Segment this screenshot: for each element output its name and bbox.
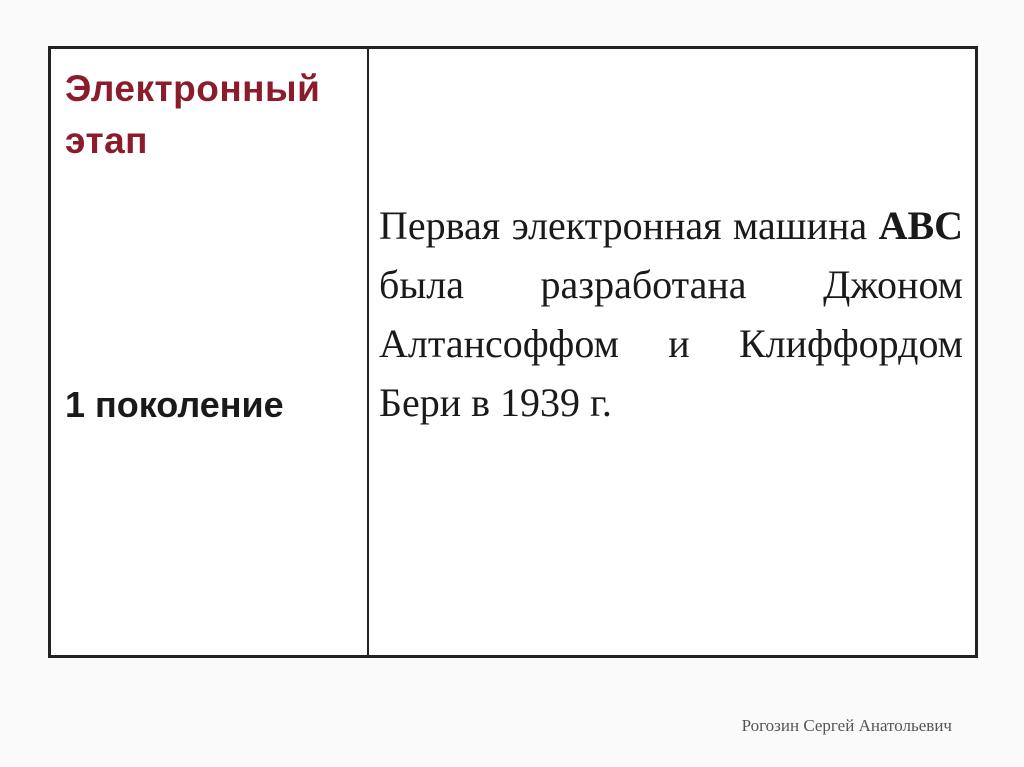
stage-title: Электронный этап [65,68,321,161]
description-text [379,196,963,432]
description-line-3: Джоном Алтансоффом и [379,262,963,366]
description-cell [369,49,975,655]
description-line-1: Первая электронная машина [379,203,868,248]
description-line-4: Клиффордом Бери в 1939 г. [379,321,963,425]
content-table [48,46,978,658]
stage-cell [51,49,369,655]
description-line-2: была разработана [379,262,747,307]
generation-label: 1 поколение [65,384,284,425]
machine-name: ABC [878,203,964,248]
author-credit: Рогозин Сергей Анатольевич [741,716,952,735]
